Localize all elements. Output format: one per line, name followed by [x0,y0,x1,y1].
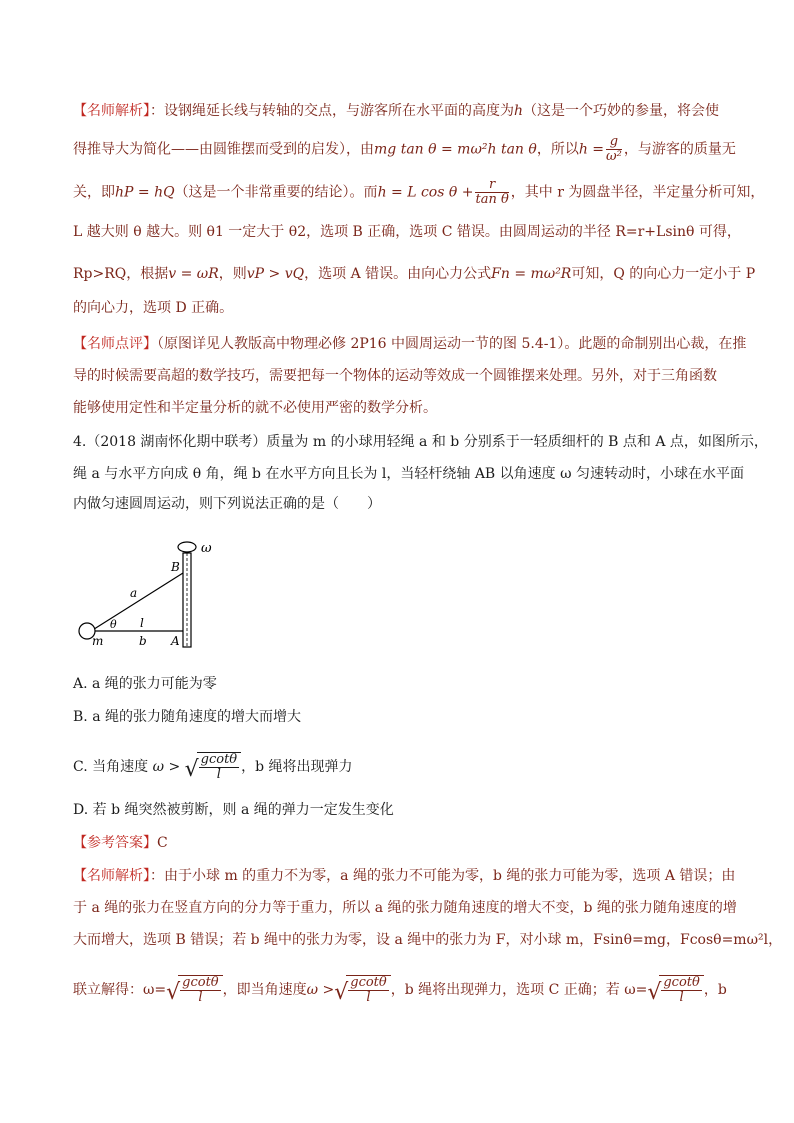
option-d: D. 若 b 绳突然被剪断，则 a 绳的弹力一定发生变化 [73,802,394,818]
length-l-label: l [140,616,144,630]
question-line1: 4.（2018 湖南怀化期中联考）质量为 m 的小球用轻绳 a 和 b 分别系于一轻质细杆的 B 点和 A 点，如图所示， [73,434,768,450]
option-a: A. a 绳的张力可能为零 [73,676,217,692]
para1-line2: 得推导大为简化——由圆锥摆而受到的启发），由mg tan θ = mω²h tan θ，所以h = $\frac{g}{\text{ω²}}$ ，与游客的质量无 [73,134,736,164]
para3-line4: 联立解得：ω= √ $\frac{gcot\theta}{l}$ ，即当角速度ω > √ $\frac{gcot\theta}{l}$ ，b 绳将出现弹力，选项 C 正确；若 ω= √ $\frac{gcot\theta}{l}$ ，b [73,975,727,1005]
rotation-arrow-icon [178,542,196,552]
para3-line1: 【名师解析】：由于小球 m 的重力不为零，a 绳的张力不可能为零，b 绳的张力可能为零，选项 A 错误；由 [73,868,736,884]
option-b: B. a 绳的张力随角速度的增大而增大 [73,709,301,725]
sqrt-expression: √ $\frac{gcot\theta}{l}$ [647,975,703,1005]
sqrt-expression: √ $\frac{gcot\theta}{l}$ [166,975,222,1005]
para1-line1: 【名师解析】：设钢绳延长线与转轴的交点，与游客所在水平面的高度为h（这是一个巧妙的参量，将会使 [73,103,720,119]
rope-b-label: b [139,634,147,648]
rope-a-label: a [130,586,138,600]
para3-line2: 于 a 绳的张力在竖直方向的分力等于重力，所以 a 绳的张力随角速度的增大不变，b 绳的张力随角速度的增 [73,900,737,916]
mass-m-label: m [92,634,104,648]
physics-figure [77,535,237,655]
fraction: $\frac{r}{\text{tan θ}}$ [475,177,509,207]
analysis-tag: 【名师解析】 [73,103,150,119]
comment-tag: 【名师点评】 [73,336,157,352]
para1-line5: Rp>RQ，根据v = ωR，则vP > vQ，选项 A 错误。由向心力公式Fn = mω²R可知，Q 的向心力一定小于 P [73,266,756,282]
question-line3: 内做匀速圆周运动，则下列说法正确的是（ ） [73,496,381,512]
para1-line6: 的向心力，选项 D 正确。 [73,300,234,316]
option-c: C. 当角速度 ω > √ $\frac{gcot\theta}{l}$ ，b 绳将出现弹力 [73,752,353,782]
omega-label: ω [201,541,212,556]
point-a-label: A [171,634,180,648]
para1-line4: L 越大则 θ 越大。则 θ1 一定大于 θ2，选项 B 正确，选项 C 错误。由圆周运动的半径 R=r+Lsinθ 可得， [73,224,741,240]
answer-value: C [157,835,168,851]
para2-line3: 能够使用定性和半定量分析的就不必使用严密的数学分析。 [73,400,437,416]
theta-label: θ [110,618,117,631]
question-line2: 绳 a 与水平方向成 θ 角，绳 b 在水平方向且长为 l，当轻杆绕轴 AB 以角速度 ω 匀速转动时，小球在水平面 [73,466,744,482]
answer-line [73,833,723,853]
para2-line2: 导的时候需要高超的数学技巧，需要把每一个物体的运动等效成一个圆锥摆来处理。另外，对于三角函数 [73,368,717,384]
answer-tag: 【参考答案】 [73,835,157,851]
para1-line3: 关，即hP = hQ（这是一个非常重要的结论）。而h = L cos θ + $\frac{r}{\text{tan θ}}$ ，其中 r 为圆盘半径，半定量分析可知， [73,177,765,207]
para2-line1: 【名师点评】（原图详见人教版高中物理必修 2P16 中圆周运动一节的图 5.4-1）。此题的命制别出心裁，在推 [73,336,747,352]
sqrt-expression: √ $\frac{gcot\theta}{l}$ [185,752,241,782]
fraction: $\frac{g}{\text{ω²}}$ [606,134,622,164]
para3-line3: 大而增大，选项 B 错误；若 b 绳中的张力为零，设 a 绳中的张力为 F，对小球 m，Fsinθ=mg，Fcosθ=mω²l， [73,932,783,948]
analysis-tag-2: 【名师解析】 [73,868,150,884]
rope-a [91,573,183,631]
sqrt-expression: √ $\frac{gcot\theta}{l}$ [334,975,390,1005]
point-b-label: B [171,560,180,574]
